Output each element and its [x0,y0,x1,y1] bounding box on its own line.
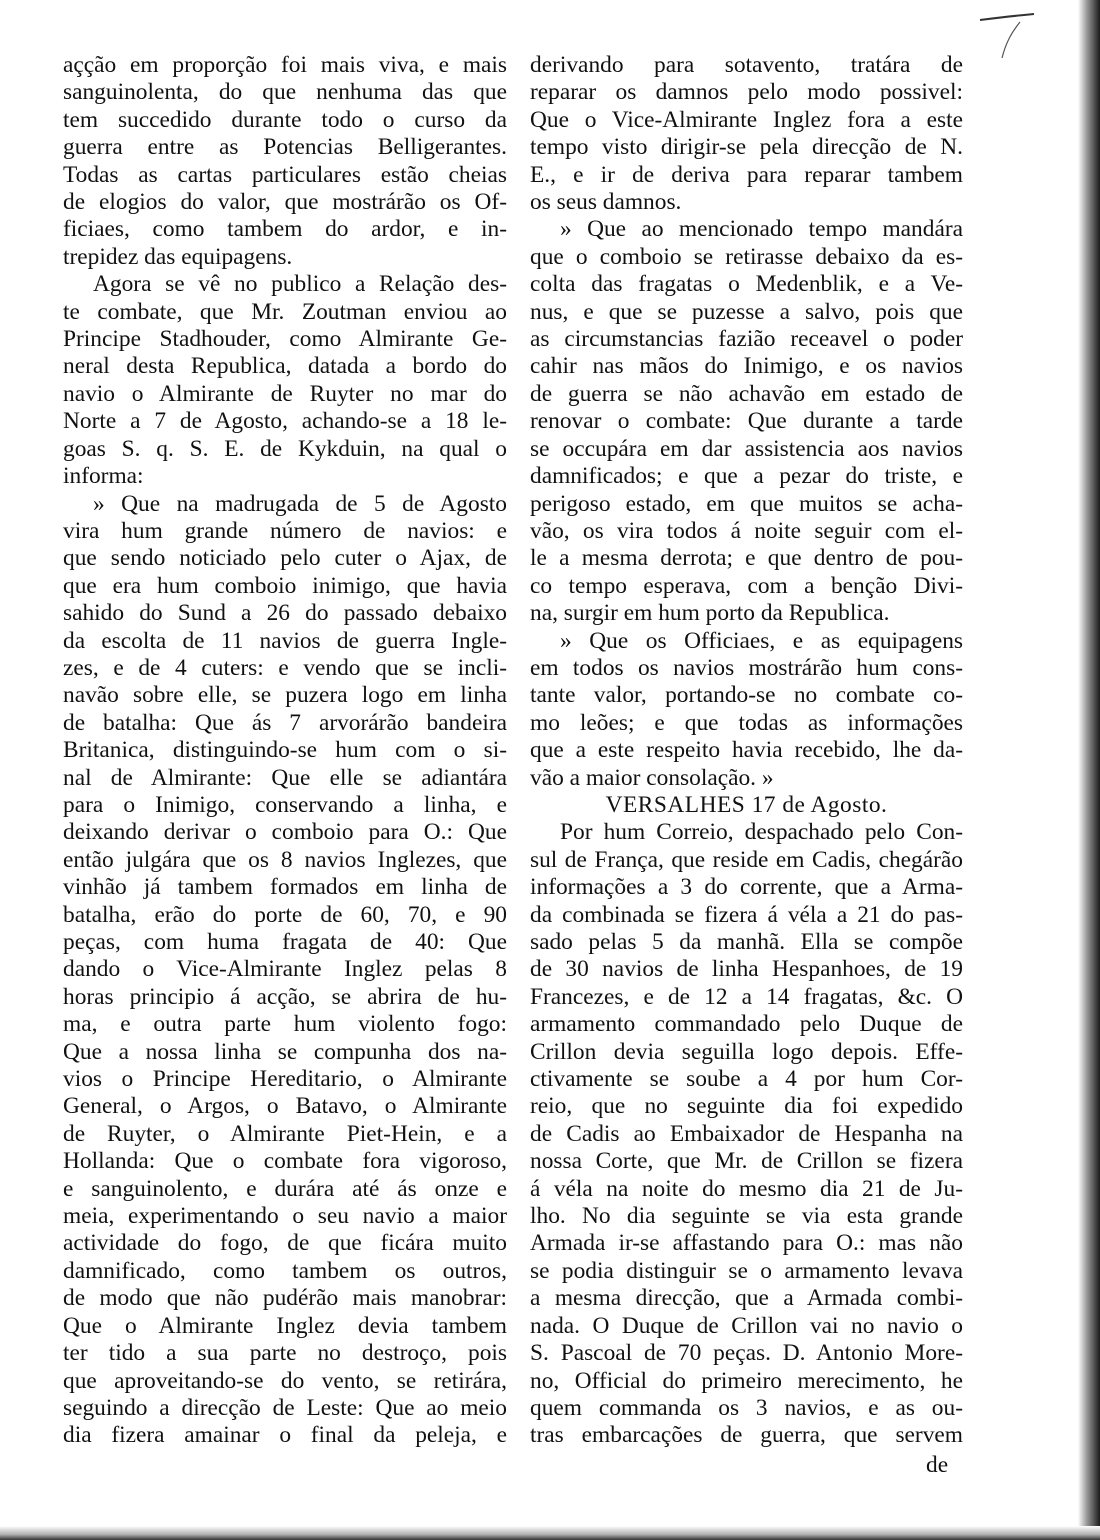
text-line: co tempo esperava, com a benção Divi- [530,572,963,599]
text-line: de Cadis ao Embaixador de Hespanha na [530,1120,963,1147]
text-line: navão sobre elle, se puzera logo em linha [63,682,507,709]
text-line: que era hum comboio inimigo, que havia [63,572,507,599]
text-line: guerra entre as Potencias Belligerantes. [63,134,507,161]
text-line: Armada ir-se affastando para O.: mas não [530,1230,963,1257]
text-line: deixando derivar o comboio para O.: Que [63,819,507,846]
text-line: Que a nossa linha se compunha dos na- [63,1038,507,1065]
text-line: seguindo a direcção de Leste: Que ao meio [63,1394,507,1421]
text-line: S. Pascoal de 70 peças. D. Antonio More- [530,1340,963,1367]
text-line: de Ruyter, o Almirante Piet-Hein, e a [63,1120,507,1147]
text-line: sahido do Sund a 26 do passado debaixo [63,600,507,627]
text-line: tante valor, portando-se no combate co- [530,682,963,709]
text-line: a mesma direcção, que a Armada combi- [530,1285,963,1312]
text-line: se occupára em dar assistencia aos navios [530,435,963,462]
text-line: de guerra se não achavão em estado de [530,380,963,407]
text-line: vios o Principe Hereditario, o Almirante [63,1066,507,1093]
text-line: renovar o combate: Que durante a tarde [530,408,963,435]
text-line: Agora se vê no publico a Relação des- [93,271,507,298]
text-line: perigoso estado, em que muitos se acha- [530,490,963,517]
text-line: para o Inimigo, conservando a linha, e [63,791,507,818]
text-line: dia fizera amainar o final da peleja, e [63,1422,507,1449]
text-line: reio, que no seguinte dia foi expedido [530,1093,963,1120]
text-line: batalha, erão do porte de 60, 70, e 90 [63,901,507,928]
text-line: na, surgir em hum porto da Republica. [530,600,890,627]
text-line: » Que na madrugada de 5 de Agosto [93,490,507,517]
right-column [530,52,963,1450]
text-line: neral desta Republica, datada a bordo do [63,353,507,380]
text-line: nossa Corte, que Mr. de Crillon se fizera [530,1148,963,1175]
scan-edge-right [1078,0,1100,1540]
text-line: goas S. q. S. E. de Kykduin, na qual o [63,435,507,462]
text-line: informa: [63,463,144,490]
text-line: General, o Argos, o Batavo, o Almirante [63,1093,507,1120]
text-line: informações a 3 do corrente, que a Arma- [530,874,963,901]
text-line: cahir nas mãos do Inimigo, e os navios [530,353,963,380]
text-line: dando o Vice-Almirante Inglez pelas 8 [63,956,507,983]
text-line: » Que ao mencionado tempo mandára [560,216,963,243]
text-line: tempo visto dirigir-se pela direcção de N. [530,134,963,161]
text-line: Que o Vice-Almirante Inglez fora a este [530,106,963,133]
text-line: ctivamente se soube a 4 por hum Cor- [530,1066,963,1093]
text-line: então julgára que os 8 navios Inglezes, que [63,846,507,873]
text-line: ma, e outra parte hum violento fogo: [63,1011,507,1038]
text-line: tem succedido durante todo o curso da [63,106,507,133]
text-line: açção em proporção foi mais viva, e mais [63,52,507,78]
text-line: e sanguinolento, e durára até ás onze e [63,1175,507,1202]
text-line: mo leões; e que todas as informações [530,709,963,736]
left-column [63,52,507,1450]
text-line: da combinada se fizera á véla a 21 do pas- [530,901,963,928]
text-line: Francezes, e de 12 a 14 fragatas, &c. O [530,983,963,1010]
margin-pen-mark [972,2,1042,62]
scan-edge-bottom [0,1526,1100,1540]
text-line: actividade do fogo, de que ficára muito [63,1230,507,1257]
text-line: Britanica, distinguindo-se hum com o si- [63,737,507,764]
text-line: vão a maior consolação. » [530,764,774,791]
text-line: quem commanda os 3 navios, e as ou- [530,1394,963,1421]
text-line: nal de Almirante: Que elle se adiantára [63,764,507,791]
text-line: ficiaes, como tambem do ardor, e in- [63,216,507,243]
text-line: Hollanda: Que o combate fora vigoroso, [63,1148,507,1175]
text-line: á véla na noite do mesmo dia 21 de Ju- [530,1175,963,1202]
text-line: vão, os vira todos á noite seguir com el- [530,517,963,544]
text-line: navio o Almirante de Ruyter no mar do [63,380,507,407]
text-line: de 30 navios de linha Hespanhoes, de 19 [530,956,963,983]
text-line: Por hum Correio, despachado pelo Con- [560,819,963,846]
text-line: que o comboio se retirasse debaixo da es- [530,243,963,270]
text-line: zes, e de 4 cuters: e vendo que se incli- [63,654,507,681]
text-line: Principe Stadhouder, como Almirante Ge- [63,326,507,353]
catchword: de [926,1452,949,1478]
text-line: horas principio á acção, se abrira de hu- [63,983,507,1010]
text-line: ter tido a sua parte no destroço, pois [63,1340,507,1367]
text-line: Que o Almirante Inglez devia tambem [63,1312,507,1339]
text-line: derivando para sotavento, tratára de [530,52,963,78]
text-line: os seus damnos. [530,189,682,216]
text-line: Todas as cartas particulares estão cheias [63,161,507,188]
text-line: colta das fragatas o Medenblik, e a Ve- [530,271,963,298]
text-line: de batalha: Que ás 7 arvorárão bandeira [63,709,507,736]
text-line: as circumstancias fazião receavel o poder [530,326,963,353]
text-line: que aproveitando-se do vento, se retirára, [63,1367,507,1394]
text-line: vira hum grande número de navios: e [63,517,507,544]
text-line: se podia distinguir se o armamento levava [530,1257,963,1284]
text-line: sado pelas 5 da manhã. Ella se compõe [530,929,963,955]
text-line: em todos os navios mostrárão hum cons- [530,654,963,681]
text-line: sanguinolenta, do que nenhuma das que [63,79,507,106]
text-line: nus, e que se puzesse a salvo, pois que [530,298,963,325]
text-line: que a este respeito havia recebido, lhe da- [530,737,963,764]
text-line: Norte a 7 de Agosto, achando-se a 18 le- [63,408,507,435]
text-line: de modo que não pudérão mais manobrar: [63,1285,507,1312]
text-line: nada. O Duque de Crillon vai no navio o [530,1312,963,1339]
text-line: E., e ir de deriva para reparar tambem [530,161,963,188]
text-line: le a mesma derrota; e que dentro de pou- [530,545,963,572]
dateline-heading: VERSALHES 17 de Agosto. [605,791,888,818]
text-line: de elogios do valor, que mostrárão os Of- [63,189,507,216]
text-line: reparar os damnos pelo modo possivel: [530,79,963,106]
text-line: armamento commandado pelo Duque de [530,1011,963,1038]
text-line: meia, experimentando o seu navio a maior [63,1203,507,1230]
text-line: tras embarcações de guerra, que servem [530,1422,963,1449]
text-line: que sendo noticiado pelo cuter o Ajax, de [63,545,507,572]
text-line: lho. No dia seguinte se via esta grande [530,1203,963,1230]
text-line: trepidez das equipagens. [63,243,293,270]
text-line: no, Official do primeiro merecimento, he [530,1367,963,1394]
text-line: da escolta de 11 navios de guerra Ingle- [63,627,507,654]
text-line: te combate, que Mr. Zoutman enviou ao [63,298,507,325]
text-line: damnificado, como tambem os outros, [63,1257,507,1284]
text-line: damnificados; e que a pezar do triste, e [530,463,963,490]
text-line: Crillon devia seguilla logo depois. Effe- [530,1038,963,1065]
text-line: vinhão já tambem formados em linha de [63,874,507,901]
text-line: » Que os Officiaes, e as equipagens [560,627,963,654]
text-line: sul de França, que reside em Cadis, chegárão [530,846,963,873]
text-line: peças, com huma fragata de 40: Que [63,929,507,955]
